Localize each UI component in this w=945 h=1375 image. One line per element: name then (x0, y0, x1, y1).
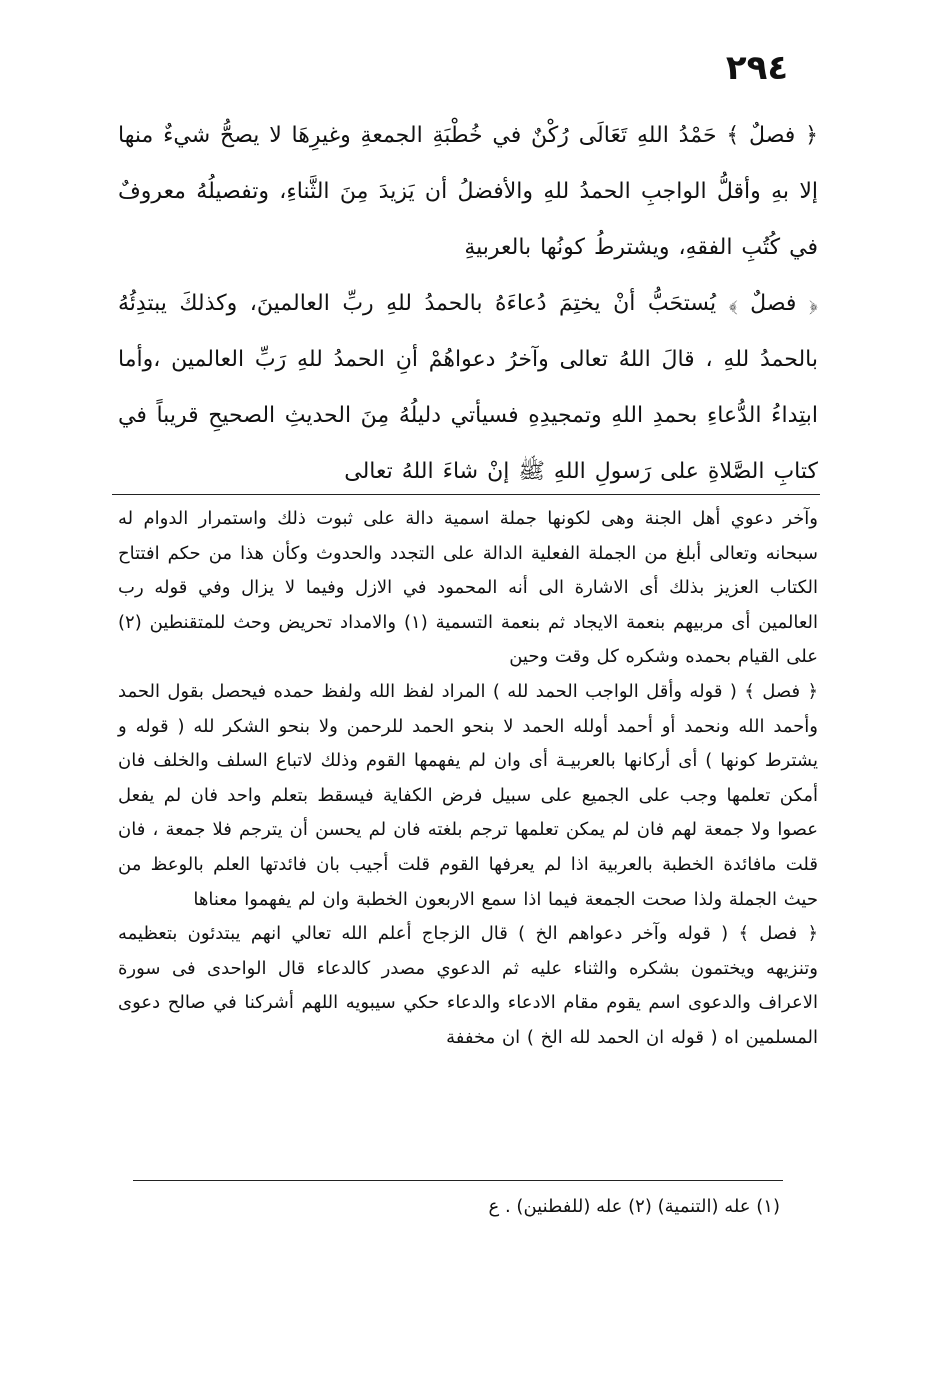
commentary-divider (112, 494, 820, 495)
commentary-paragraph-1: وآخر دعوي أهل الجنة وهى لكونها جملة اسمية دالة على ثبوت ذلك واستمرار الدوام له سبحانه وتعالى أبلغ من الجملة الفعلية الدالة على التجدد والحدوث وكأن هذا من حكم افتتاح الكتاب العزيز بذلك أى الاشارة الى أنه المحمود في الازل وفيما لا يزال وفي قوله رب العالمين أى مربيهم بنعمة الايجاد ثم بنعمة التسمية (١) والامداد تحريض وحث للمتقنطين (٢) على القيام بحمده وشكره كل وقت وحين (118, 508, 818, 668)
footnotes: (١) عله (التنمية) (٢) عله (للفطنين) . ع (488, 1196, 780, 1217)
commentary-paragraph-3: ﴿ فصل ﴾ ( قوله وآخر دعواهم الخ ) قال الزجاج أعلم الله تعالي انهم يبتدئون بتعظيمه وتنزيهه ويختمون بشكره والثناء عليه ثم الدعوي مصدر كالدعاء قال الواحدى فى سورة الاعراف والدعوى اسم يقوم مقام الادعاء والدعاء حكي سيبويه اللهم أشركنا في صالح دعوى المسلمين اه ( قوله ان الحمد لله الخ ) ان مخففة (118, 923, 818, 1048)
commentary-text (118, 502, 818, 1056)
footnote-divider (133, 1180, 783, 1181)
page-number: ٢٩٤ (725, 48, 789, 88)
main-paragraph-2: ﴿ فصلٌ ﴾ يُستحَبُّ أنْ يختِمَ دُعاءَهُ بالحمدُ للهِ ربِّ العالمينَ، وكذلكَ يبتدِئُهُ بالحمدُ للهِ ، قالَ اللهُ تعالى وآخرُ دعواهُمْ أنِ الحمدُ للهِ رَبِّ العالمين ،وأما ابتِداءُ الدُّعاءِ بحمدِ اللهِ وتمجيدِهِ فسيأتي دليلُهُ مِنَ الحديثِ الصحيحِ قريباً في كتابِ الصَّلاةِ على رَسولِ اللهِ ﷺ إنْ شاءَ اللهُ تعالى (118, 291, 818, 484)
commentary-paragraph-2: ﴿ فصل ﴾ ( قوله وأقل الواجب الحمد لله ) المراد لفظ الله ولفظ حمده فيحصل بقول الحمد وأحمد الله ونحمد أو أحمد أولله الحمد لا بنحو الحمد للرحمن ولا بنحو الشكر لله ( قوله و يشترط كونها ) أى أركانها بالعربيـة أى وان لم يفهمها القوم وذلك لاتباع السلف والخلف فان أمكن تعلمها وجب على الجميع على سبيل فرض الكفاية فيسقط بتعلم واحد فان لم يفعل عصوا ولا جمعة لهم فان لم يمكن تعلمها ترجم بلغته فان لم يحسن أن يترجم فلا جمعة ، فان قلت مافائدة الخطبة بالعربية اذا لم يعرفها القوم قلت أجيب بان فائدتها العلم بالوعظ من حيث الجملة ولذا صحت الجمعة فيما اذا سمع الاربعون الخطبة وان لم يفهموا معناها (118, 680, 818, 910)
main-text (118, 108, 818, 500)
main-paragraph-1: ﴿ فصلٌ ﴾ حَمْدُ اللهِ تَعَالَى رُكْنٌ في خُطْبَةِ الجمعةِ وغيرِهَا لا يصحُّ شيءٌ منها إلا بهِ وأقلُّ الواجبِ الحمدُ للهِ والأفضلُ أن يَزيدَ مِنَ الثَّناءِ، وتفصيلُهُ معروفٌ في كُتُبِ الفقهِ، ويشترطُ كونُها بالعربيةِ (118, 123, 818, 260)
